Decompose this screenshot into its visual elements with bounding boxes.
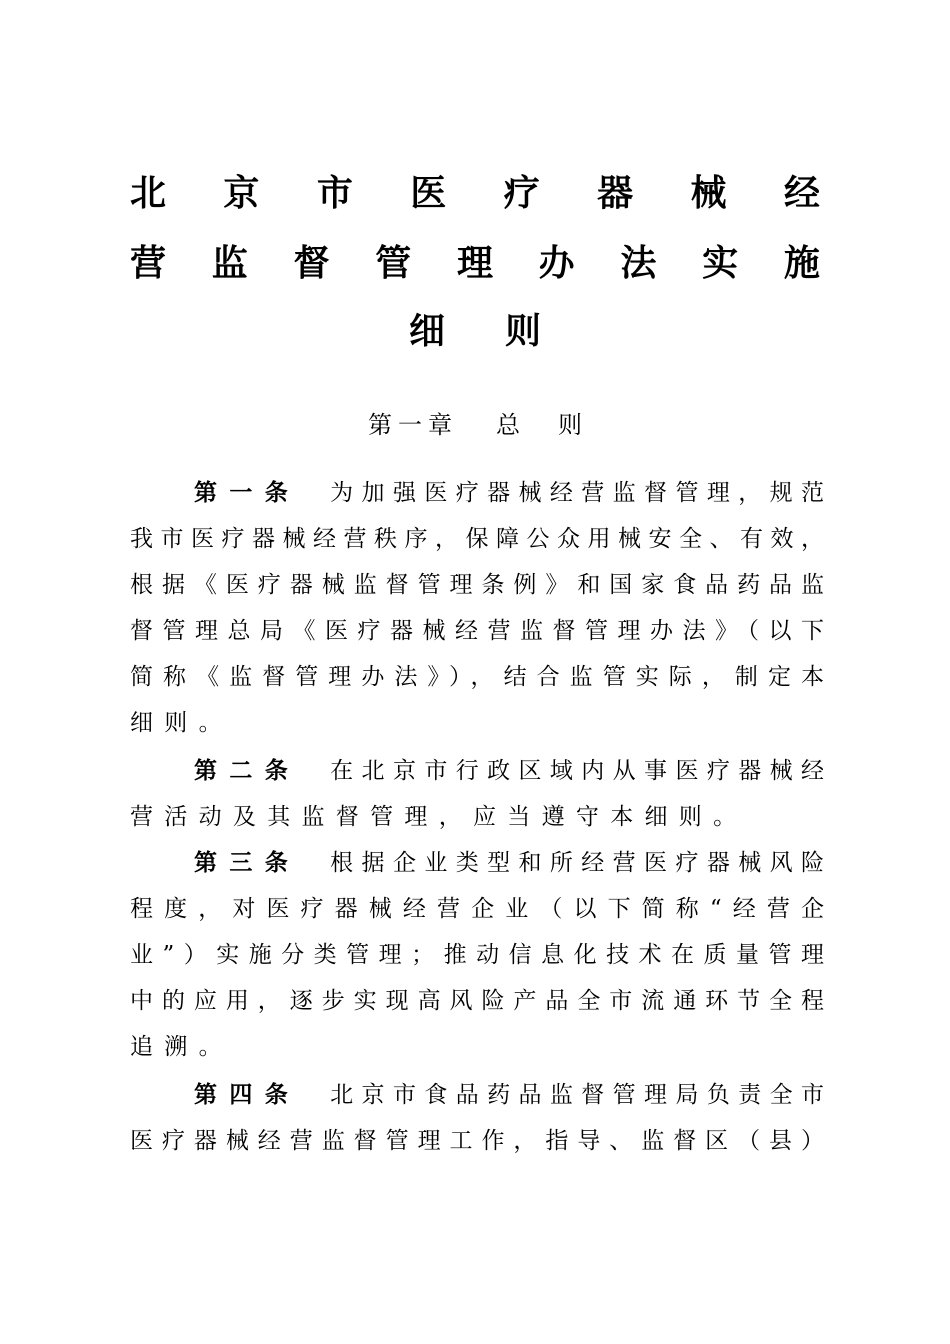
title-char: 营: [130, 241, 167, 284]
title-char: 械: [690, 171, 727, 214]
document-title-line-3: [130, 298, 820, 358]
title-char: 管: [375, 241, 412, 284]
article-1-line-2: 我市医疗器械经营秩序，保障公众用械安全、有效，: [130, 526, 824, 552]
title-char: 器: [597, 171, 634, 214]
article-text: 北京市食品药品监督管理局负责全市: [330, 1082, 825, 1108]
article-label: 第四条: [194, 1081, 301, 1108]
article-3-line-3: 业”）实施分类管理；推动信息化技术在质量管理: [130, 942, 824, 968]
article-3-line-4: 中的应用，逐步实现高风险产品全市流通环节全程: [130, 988, 824, 1014]
article-3-line-1: [194, 840, 824, 886]
chapter-title: 总则: [496, 410, 620, 439]
title-char: 监: [211, 241, 248, 284]
title-char: 实: [702, 241, 739, 284]
article-3-line-2: 程度，对医疗器械经营企业（以下简称“经营企: [130, 896, 824, 922]
article-4-line-1: [194, 1072, 824, 1118]
title-char: 施: [783, 241, 820, 284]
article-text: 在北京市行政区域内从事医疗器械经: [330, 758, 825, 784]
document-title-line-1: [130, 160, 820, 220]
title-char: 经: [783, 171, 820, 214]
title-char: 市: [316, 171, 353, 214]
title-char: 细: [408, 309, 445, 352]
article-2-line-2: 营活动及其监督管理，应当遵守本细则。: [130, 804, 748, 830]
article-text: 根据企业类型和所经营医疗器械风险: [330, 850, 825, 876]
article-text: 为加强医疗器械经营监督管理，规范: [330, 480, 825, 506]
title-char: 北: [130, 171, 167, 214]
article-4-line-2: 医疗器械经营监督管理工作，指导、监督区（县）: [130, 1128, 824, 1154]
title-char: 办: [538, 241, 575, 284]
article-1-line-5: 简称《监督管理办法》），结合监管实际，制定本: [130, 664, 824, 690]
chapter-name: 第一章: [368, 410, 458, 439]
title-char: 京: [223, 171, 260, 214]
title-char: 法: [620, 241, 657, 284]
title-char: 则: [505, 309, 542, 352]
title-char: 医: [410, 171, 447, 214]
article-1-line-3: 根据《医疗器械监督管理条例》和国家食品药品监: [130, 572, 824, 598]
article-1-line-6: 细则。: [130, 710, 233, 736]
article-3-line-5: 追溯。: [130, 1034, 233, 1060]
title-char: 理: [456, 241, 493, 284]
title-char: 疗: [503, 171, 540, 214]
article-1-line-1: [194, 470, 824, 516]
article-1-line-4: 督管理总局《医疗器械经营监督管理办法》（以下: [130, 618, 824, 644]
title-char: 督: [293, 241, 330, 284]
article-label: 第一条: [194, 479, 301, 506]
article-2-line-1: [194, 748, 824, 794]
article-label: 第二条: [194, 757, 301, 784]
chapter-heading: [0, 402, 950, 442]
document-title-line-2: [130, 230, 820, 290]
article-label: 第三条: [194, 849, 301, 876]
